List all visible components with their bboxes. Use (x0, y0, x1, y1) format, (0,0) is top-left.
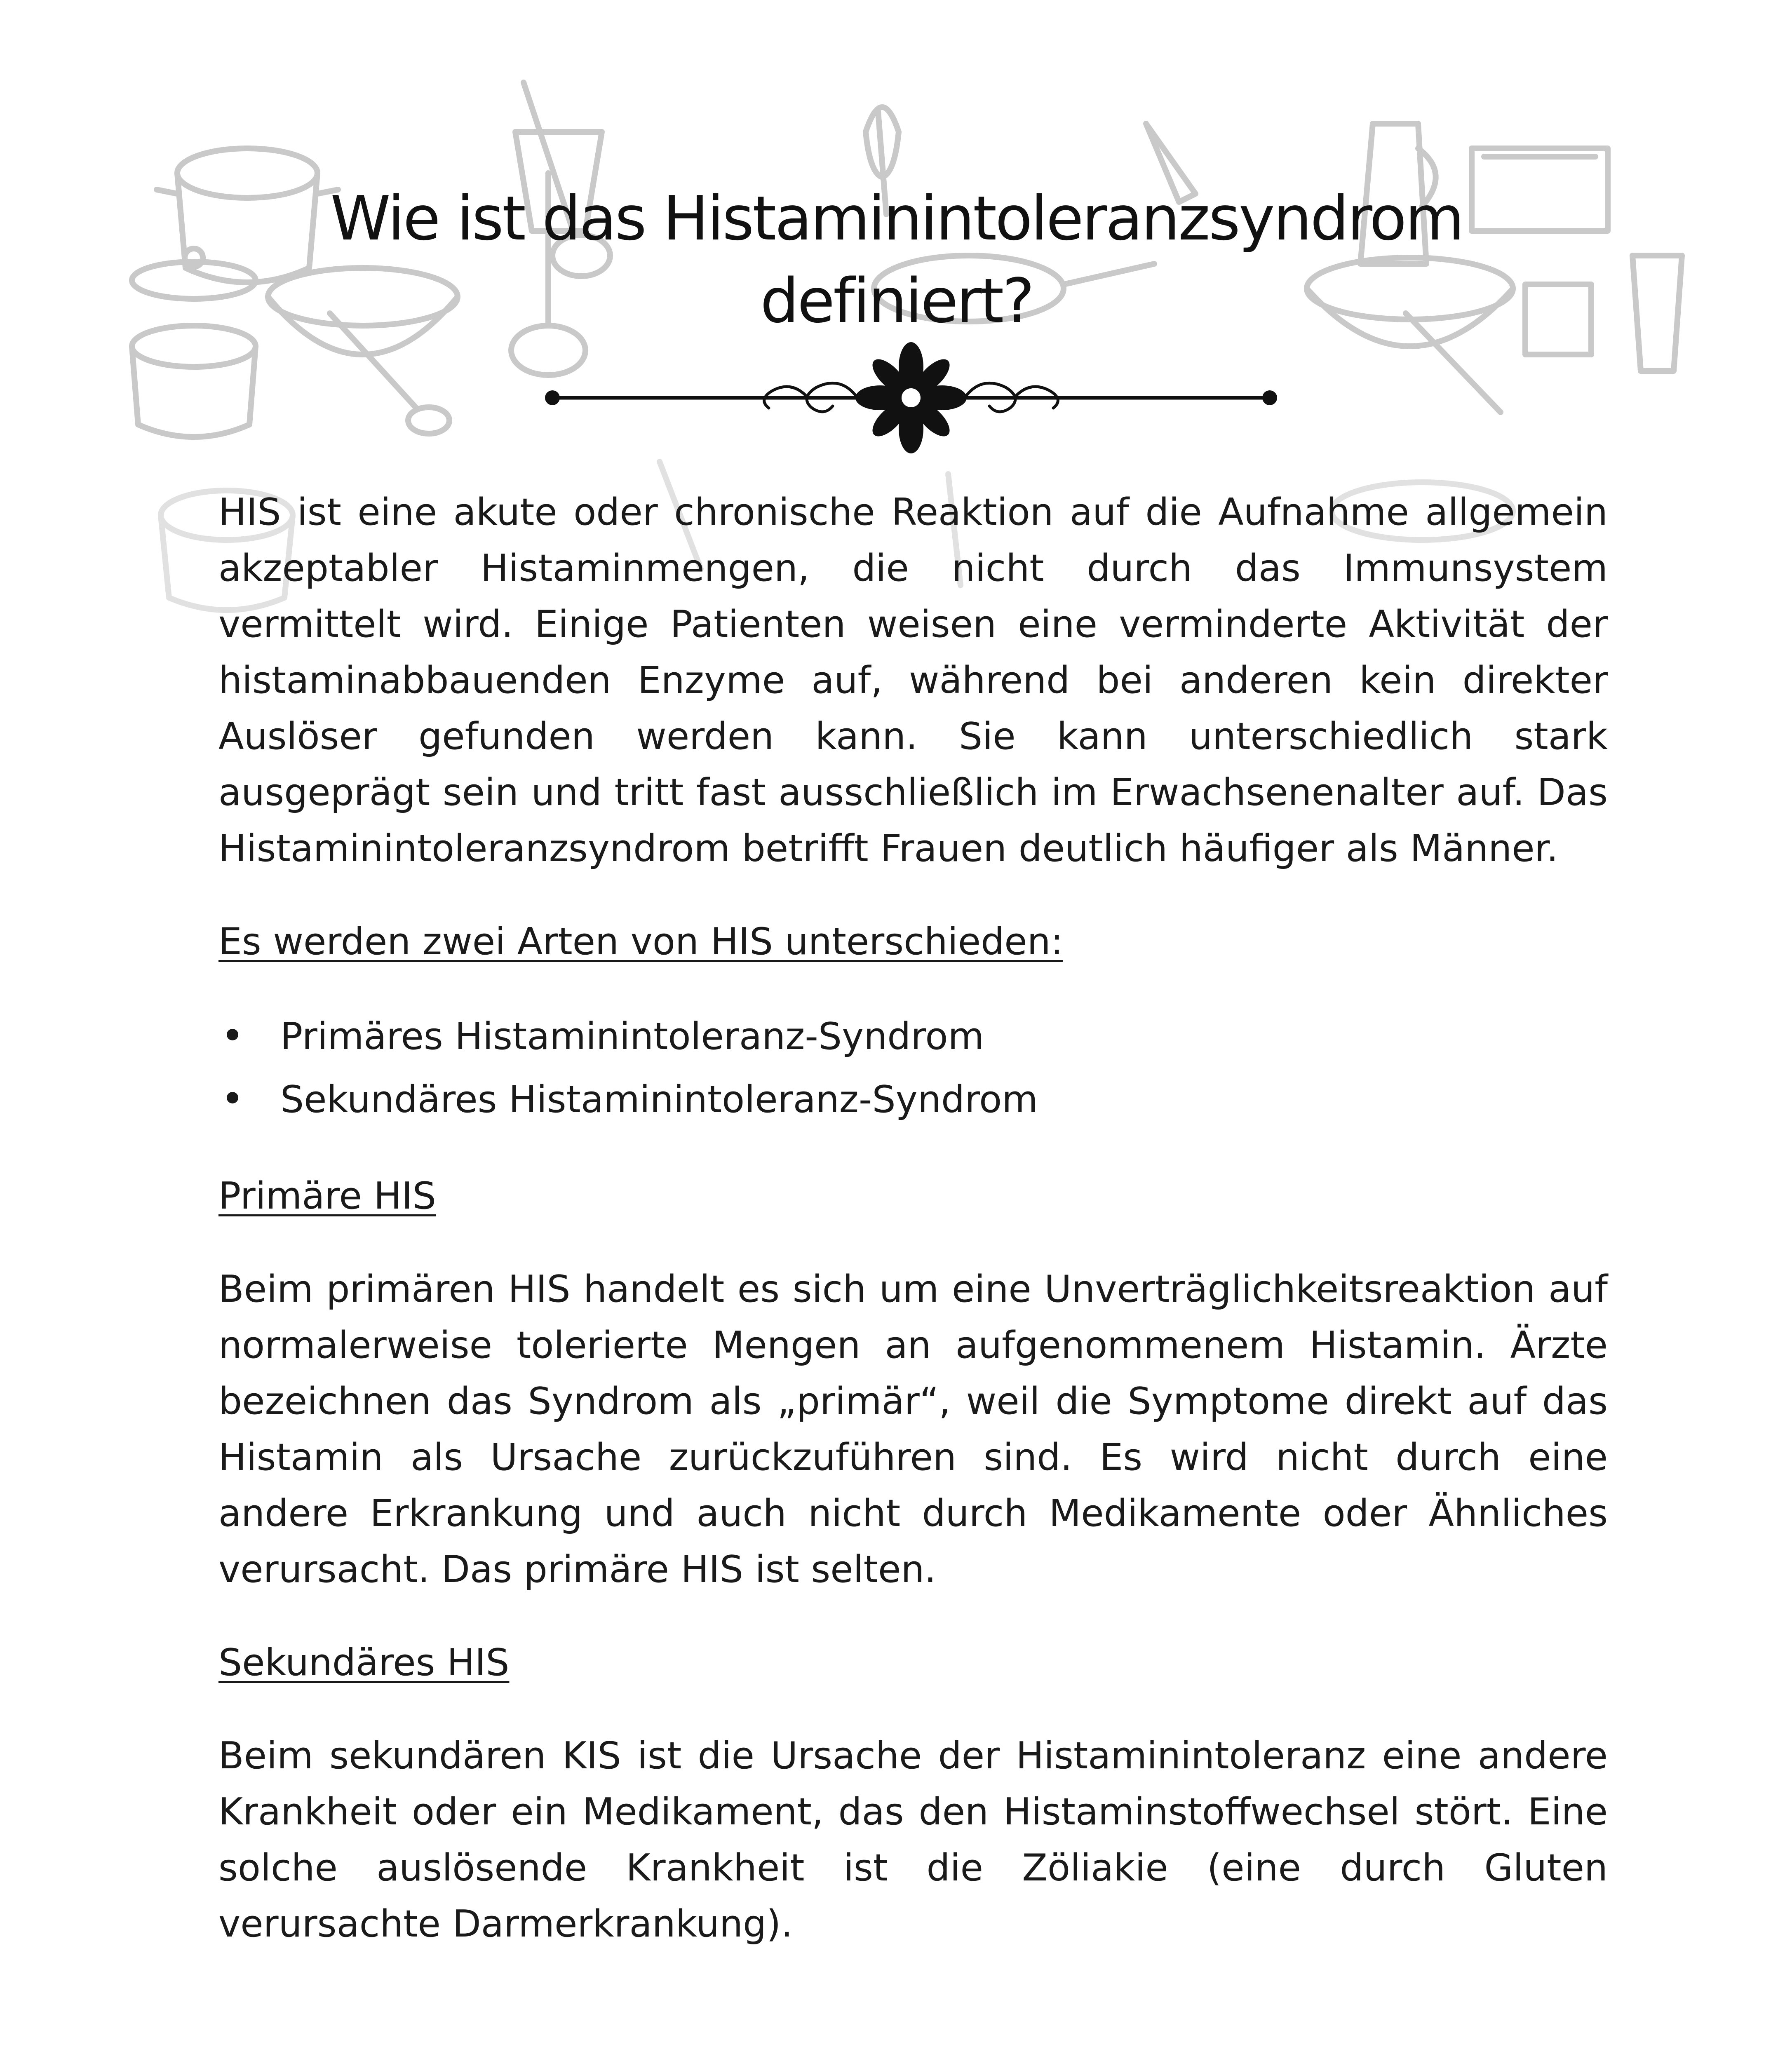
secondary-paragraph: Beim sekundären KIS ist die Ursache der Histaminintoleranz eine andere Krankheit oder ein Medikament, das den Histaminstoffwechsel stört. Eine solche auslösende Krankheit ist die Zöliakie (eine durch Gluten verursachte Darmerkrankung). (218, 1734, 1608, 1946)
list-item (218, 1068, 1608, 1131)
list-item-label: Sekundäres Histaminintoleranz-Syndrom (280, 1078, 1038, 1121)
bullet-icon (227, 1092, 238, 1103)
list-item (218, 1005, 1608, 1068)
body-content (218, 484, 1608, 1952)
flower-divider-icon (544, 342, 1278, 453)
bullet-icon (227, 1029, 238, 1040)
types-heading: Es werden zwei Arten von HIS unterschieden: (218, 920, 1063, 963)
types-list (218, 1005, 1608, 1131)
secondary-heading: Sekundäres HIS (218, 1641, 510, 1684)
page-title: Wie ist das Histaminintoleranzsyndrom definiert? (330, 183, 1463, 336)
list-item-label: Primäres Histaminintoleranz-Syndrom (280, 1015, 984, 1058)
primary-paragraph: Beim primären HIS handelt es sich um eine Unverträglichkeitsreaktion auf normalerweise tolerierte Mengen an aufgenommenem Histamin. Ärzte bezeichnen das Syndrom als „primär“, weil die Symptome direkt auf das Histamin als Ursache zurückzuführen sind. Es wird nicht durch eine andere Erkrankung und auch nicht durch Medikamente oder Ähnliches verursacht. Das primäre HIS ist selten. (218, 1268, 1608, 1591)
primary-heading: Primäre HIS (218, 1174, 436, 1218)
intro-paragraph: HIS ist eine akute oder chronische Reaktion auf die Aufnahme allgemein akzeptabler Histaminmengen, die nicht durch das Immunsystem vermittelt wird. Einige Patienten weisen eine verminderte Aktivität der histaminabbauenden Enzyme auf, während bei anderen kein direkter Auslöser gefunden werden kann. Sie kann unterschiedlich stark ausgeprägt sein und tritt fast ausschließlich im Erwachsenenalter auf. Das Histaminintoleranzsyndrom betrifft Frauen deutlich häufiger als Männer. (218, 491, 1608, 870)
